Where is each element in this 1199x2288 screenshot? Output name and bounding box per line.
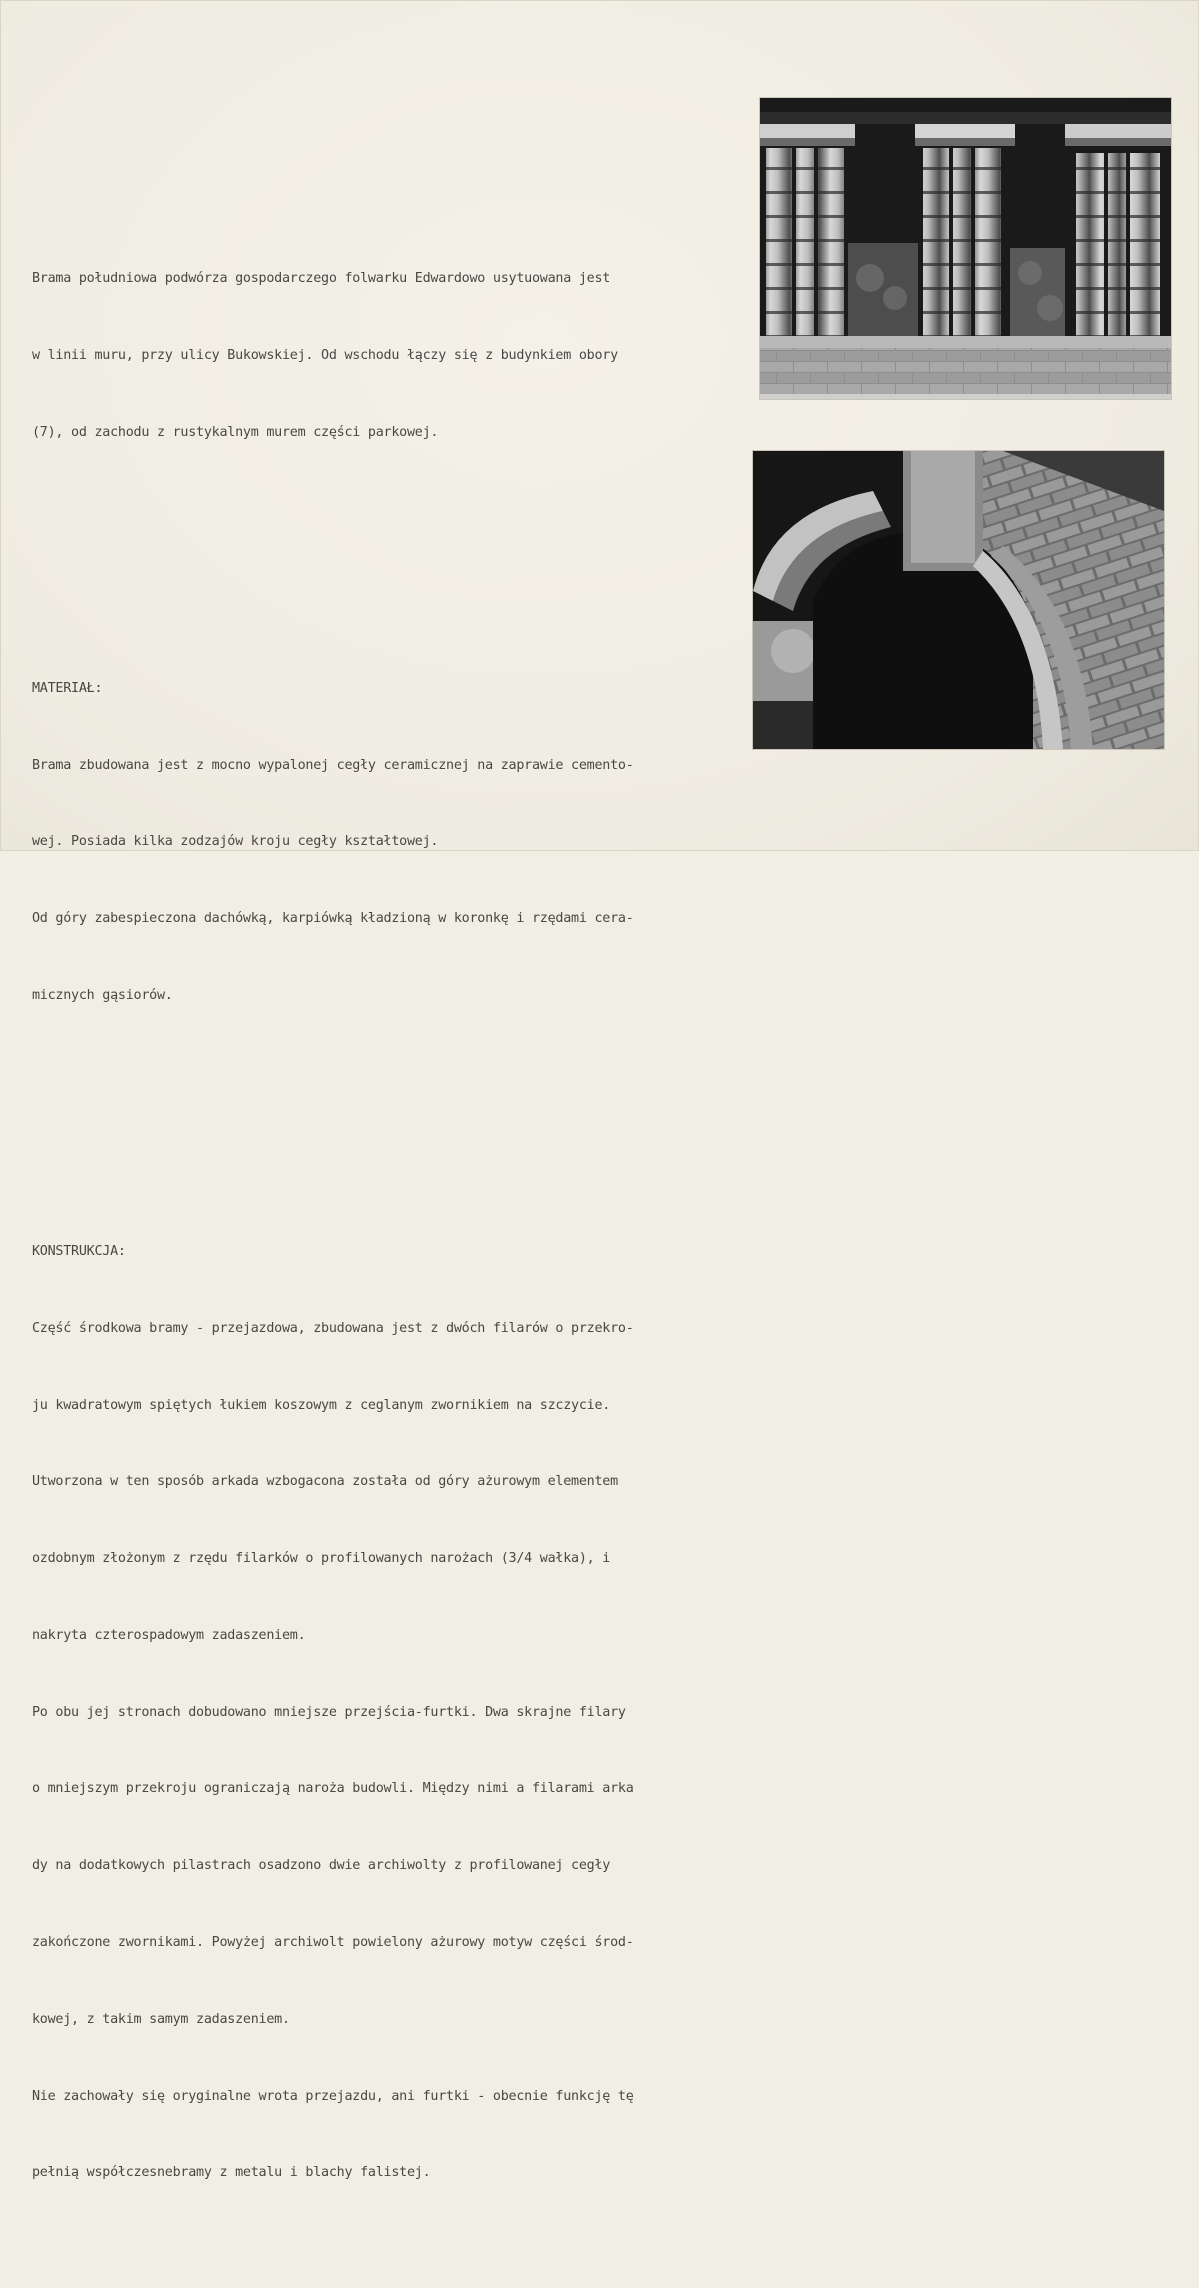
material-section <box>32 625 732 1060</box>
text-line: Utworzona w ten sposób arkada wzbogacona została od góry ażurowym elementem <box>32 1474 618 1490</box>
text-line: w linii muru, przy ulicy Bukowskiej. Od wschodu łączy się z budynkiem obory <box>32 348 618 364</box>
text-line: micznych gąsiorów. <box>32 988 173 1003</box>
konstrukcja-section <box>32 1188 732 2237</box>
material-heading: MATERIAŁ: <box>32 680 103 696</box>
text-line: kowej, z takim samym zadaszeniem. <box>32 2011 290 2027</box>
intro-paragraph <box>32 215 732 497</box>
text-line: Brama południowa podwórza gospodarczego folwarku Edwardowo usytuowana jest <box>32 271 611 287</box>
konstrukcja-heading: KONSTRUKCJA: <box>32 1243 126 1259</box>
text-line: Po obu jej stronach dobudowano mniejsze przejścia-furtki. Dwa skrajne filary <box>32 1704 626 1720</box>
text-line: pełnią współczesnebramy z metalu i blachy falistej. <box>32 2165 431 2181</box>
text-line: ozdobnym złożonym z rzędu filarków o profilowanych narożach (3/4 wałka), i <box>32 1551 611 1567</box>
text-line: Od góry zabespieczona dachówką, karpiówką kładzioną w koronkę i rzędami cera- <box>32 911 634 927</box>
text-line: Brama zbudowana jest z mocno wypalonej cegły ceramicznej na zaprawie cemento- <box>32 757 634 773</box>
description-text <box>32 164 732 2288</box>
text-line: wej. Posiada kilka zodzajów kroju cegły kształtowej. <box>32 834 439 850</box>
text-line: (7), od zachodu z rustykalnym murem części parkowej. <box>32 424 439 440</box>
arch-image <box>753 451 1164 749</box>
text-line: zakończone zwornikami. Powyżej archiwolt powielony ażurowy motyw części środ- <box>32 1934 634 1950</box>
text-line: o mniejszym przekroju ograniczają naroża budowli. Między nimi a filarami arka <box>32 1781 634 1797</box>
text-line: nakryta czterospadowym zadaszeniem. <box>32 1627 306 1643</box>
text-line: Część środkowa bramy - przejazdowa, zbudowana jest z dwóch filarów o przekro- <box>32 1320 634 1336</box>
colonnade-image <box>760 98 1171 399</box>
text-line: dy na dodatkowych pilastrach osadzono dwie archiwolty z profilowanej cegły <box>32 1858 611 1874</box>
text-line: ju kwadratowym spiętych łukiem koszowym z ceglanym zwornikiem na szczycie. <box>32 1397 611 1413</box>
brick-colonnade-photo <box>760 98 1171 399</box>
text-line: Nie zachowały się oryginalne wrota przejazdu, ani furtki - obecnie funkcję tę <box>32 2088 634 2104</box>
brick-arch-photo <box>753 451 1164 749</box>
